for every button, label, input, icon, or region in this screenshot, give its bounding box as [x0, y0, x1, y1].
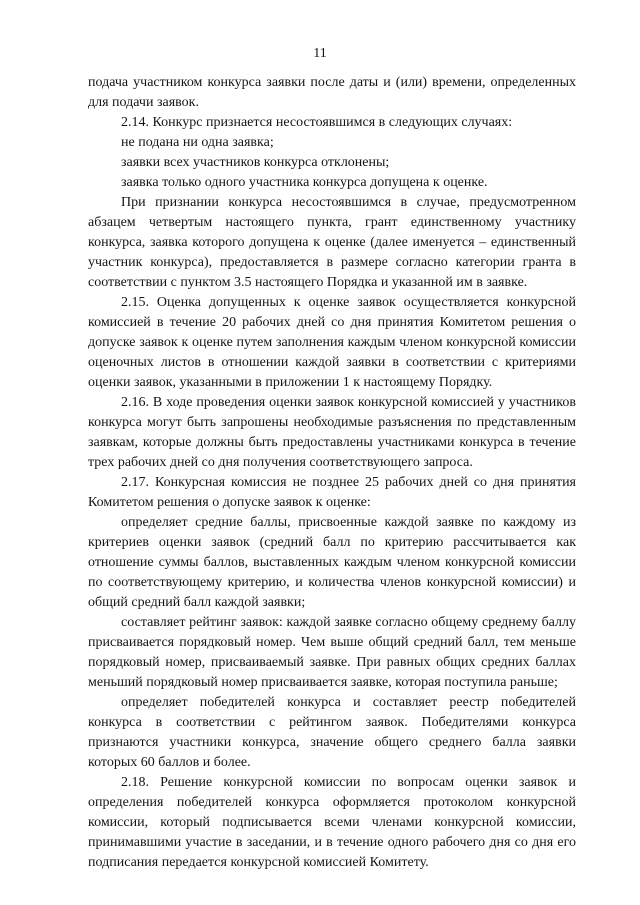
paragraph-2-14: 2.14. Конкурс признается несостоявшимся в следующих случаях: — [121, 115, 513, 130]
paragraph-2-18: 2.18. Решение конкурсной комиссии по вопросам оценки заявок и определения победителей конкурса оформляется протоколом конкурсной комиссии, который подписывается всеми членами конкурсной комиссии, принимавшими участие в заседании, и в течение одного рабочего дня со дня его подписания передается конкурсной комиссией Комитету. — [88, 775, 576, 870]
list-item-winners: определяет победителей конкурса и составляет реестр победителей конкурса в соответствии с рейтингом заявок. Победителями конкурса признаются участники конкурса, значение общего среднего балла заявки которых 60 баллов и более. — [88, 695, 576, 770]
paragraph-2-16: 2.16. В ходе проведения оценки заявок конкурсной комиссией у участников конкурса могут быть запрошены необходимые разъяснения по представленным заявкам, которые должны быть предоставлены участниками конкурса в течение трех рабочих дней со дня получения соответствующего запроса. — [88, 395, 576, 470]
list-item-all-rejected: заявки всех участников конкурса отклонены; — [121, 155, 390, 170]
document-body — [88, 73, 576, 873]
paragraph-2-17: 2.17. Конкурсная комиссия не позднее 25 рабочих дней со дня принятия Комитетом решения о допуске заявок к оценке: — [88, 475, 576, 510]
paragraph-single-participant-grant: При признании конкурса несостоявшимся в случае, предусмотренном абзацем четвертым настоящего пункта, грант единственному участнику конкурса, заявка которого допущена к оценке (далее именуется – единственный участник конкурса), предоставляется в размере согласно категории гранта в соответствии с пунктом 3.5 настоящего Порядка и указанной им в заявке. — [88, 195, 576, 290]
list-item-single-participant: заявка только одного участника конкурса допущена к оценке. — [121, 175, 488, 190]
list-item-no-applications: не подана ни одна заявка; — [121, 135, 274, 150]
list-item-average-scores: определяет средние баллы, присвоенные каждой заявке по каждому из критериев оценки заявок (средний балл по критерию рассчитывается как отношение суммы баллов, выставленных каждым членом конкурсной комиссии по соответствующему критерию, и количества членов конкурсной комиссии) и общий средний балл каждой заявки; — [88, 515, 576, 610]
list-item-rating: составляет рейтинг заявок: каждой заявке согласно общему среднему баллу присваивается порядковый номер. Чем выше общий средний балл, тем меньше порядковый номер, присваиваемый заявке. При равных общих средних баллах меньший порядковый номер присваивается заявке, которая поступила раньше; — [88, 615, 576, 690]
page-number: 11 — [313, 46, 327, 61]
paragraph-2-15: 2.15. Оценка допущенных к оценке заявок осуществляется конкурсной комиссией в течение 20 рабочих дней со дня принятия Комитетом решения о допуске заявок к оценке путем заполнения каждым членом конкурсной комиссии оценочных листов в отношении каждой заявки в соответствии с критериями оценки заявок, указанными в приложении 1 к настоящему Порядку. — [88, 295, 576, 390]
paragraph-continuation: подача участником конкурса заявки после даты и (или) времени, определенных для подачи заявок. — [88, 75, 576, 110]
